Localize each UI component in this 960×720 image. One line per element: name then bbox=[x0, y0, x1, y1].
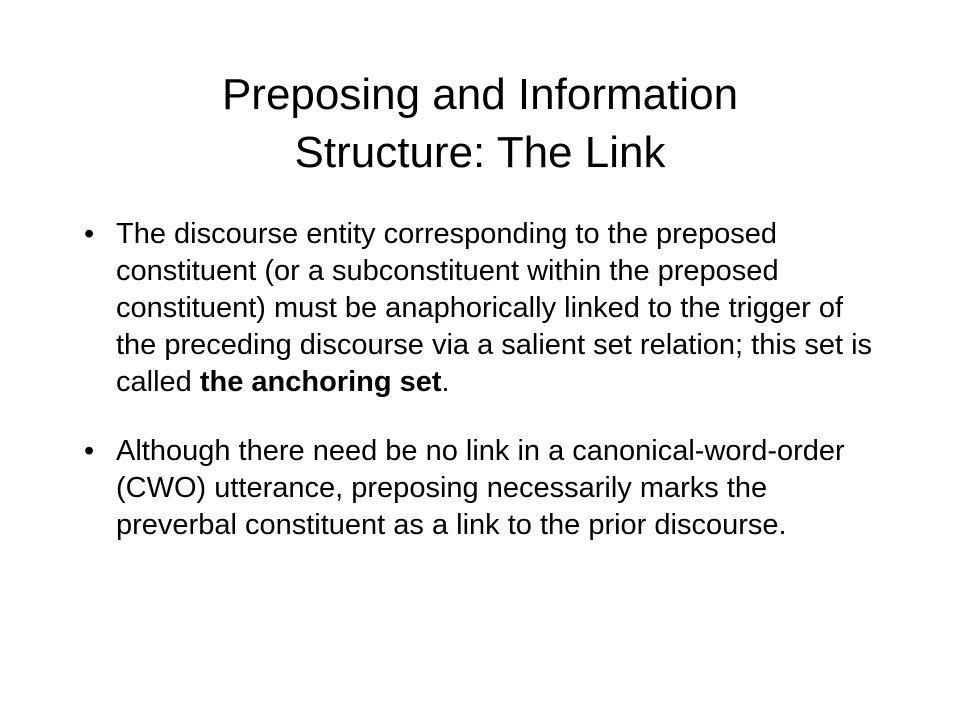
bold-term: the anchoring set bbox=[199, 366, 442, 398]
bullet-text-end: . bbox=[441, 366, 450, 398]
bullet-list bbox=[84, 216, 884, 544]
bullet-marker: • bbox=[84, 218, 95, 250]
slide-title-line-2: Structure: The Link bbox=[294, 128, 666, 177]
bullet-text: The discourse entity corresponding to the preposed constituent (or a subconstituent within the preposed constituent) must be anaphorically linked to the trigger of the preceding discourse via a salient set relation; this set is called bbox=[116, 218, 873, 398]
slide-title-line-1: Preposing and Information bbox=[221, 70, 739, 119]
bullet-item-anchoring-set bbox=[84, 216, 884, 401]
bullet-marker: • bbox=[84, 435, 95, 467]
slide-title bbox=[60, 66, 900, 182]
bullet-text: Although there need be no link in a canonical-word-order (CWO) utterance, preposing necessarily marks the preverbal constituent as a link to the prior discourse. bbox=[116, 435, 845, 541]
bullet-item-cwo-link bbox=[84, 433, 884, 544]
